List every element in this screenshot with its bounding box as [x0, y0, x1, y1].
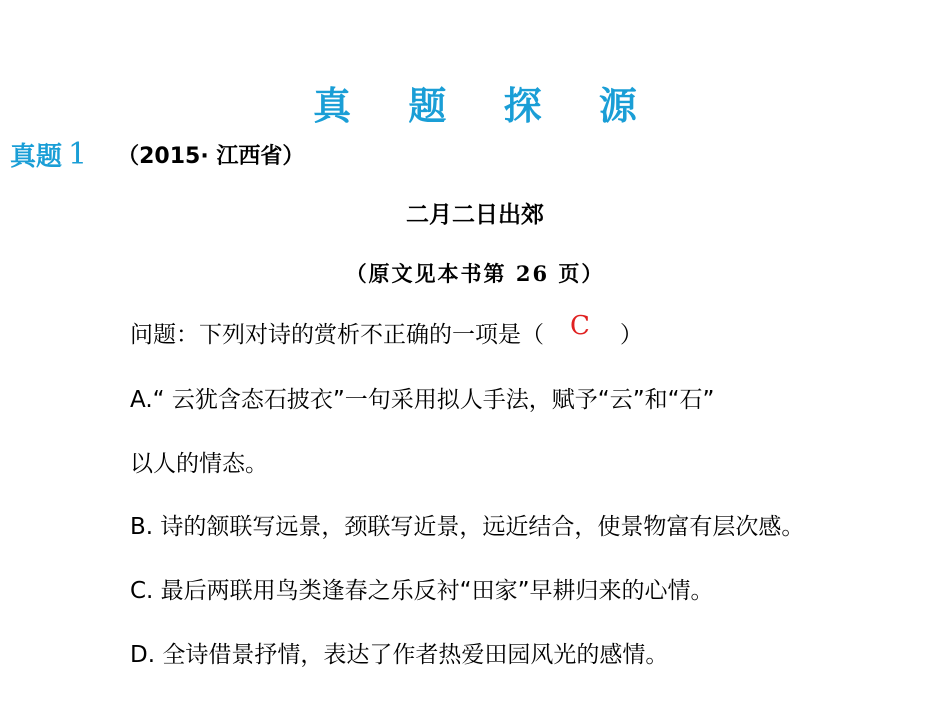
- option-a: A.“ 云犹含态石披衣”一句采用拟人手法，赋予“云”和“石”: [130, 387, 715, 413]
- option-a-continued: 以人的情态。: [130, 451, 268, 477]
- question-tag: 真题: [10, 142, 63, 172]
- option-b: B. 诗的颔联写远景，颈联写近景，远近结合，使景物富有层次感。: [130, 514, 805, 540]
- question-prefix: 问题：下列对诗的赏析不正确的一项是（: [130, 322, 544, 348]
- answer-mark: C: [570, 311, 590, 341]
- question-suffix: ）: [619, 322, 643, 348]
- question-source: （2015· 江西省）: [117, 144, 305, 169]
- source-note: （原文见本书第 26 页）: [345, 261, 605, 286]
- question-label-row: [10, 136, 304, 176]
- question-number: 1: [68, 137, 88, 172]
- poem-title: 二月二日出郊: [406, 202, 544, 228]
- option-d: D. 全诗借景抒情，表达了作者热爱田园风光的感情。: [130, 642, 669, 668]
- page-title: 真 题 探 源: [313, 84, 659, 128]
- option-c: C. 最后两联用鸟类逢春之乐反衬“田家”早耕归来的心情。: [130, 578, 714, 604]
- question-stem: [130, 311, 643, 351]
